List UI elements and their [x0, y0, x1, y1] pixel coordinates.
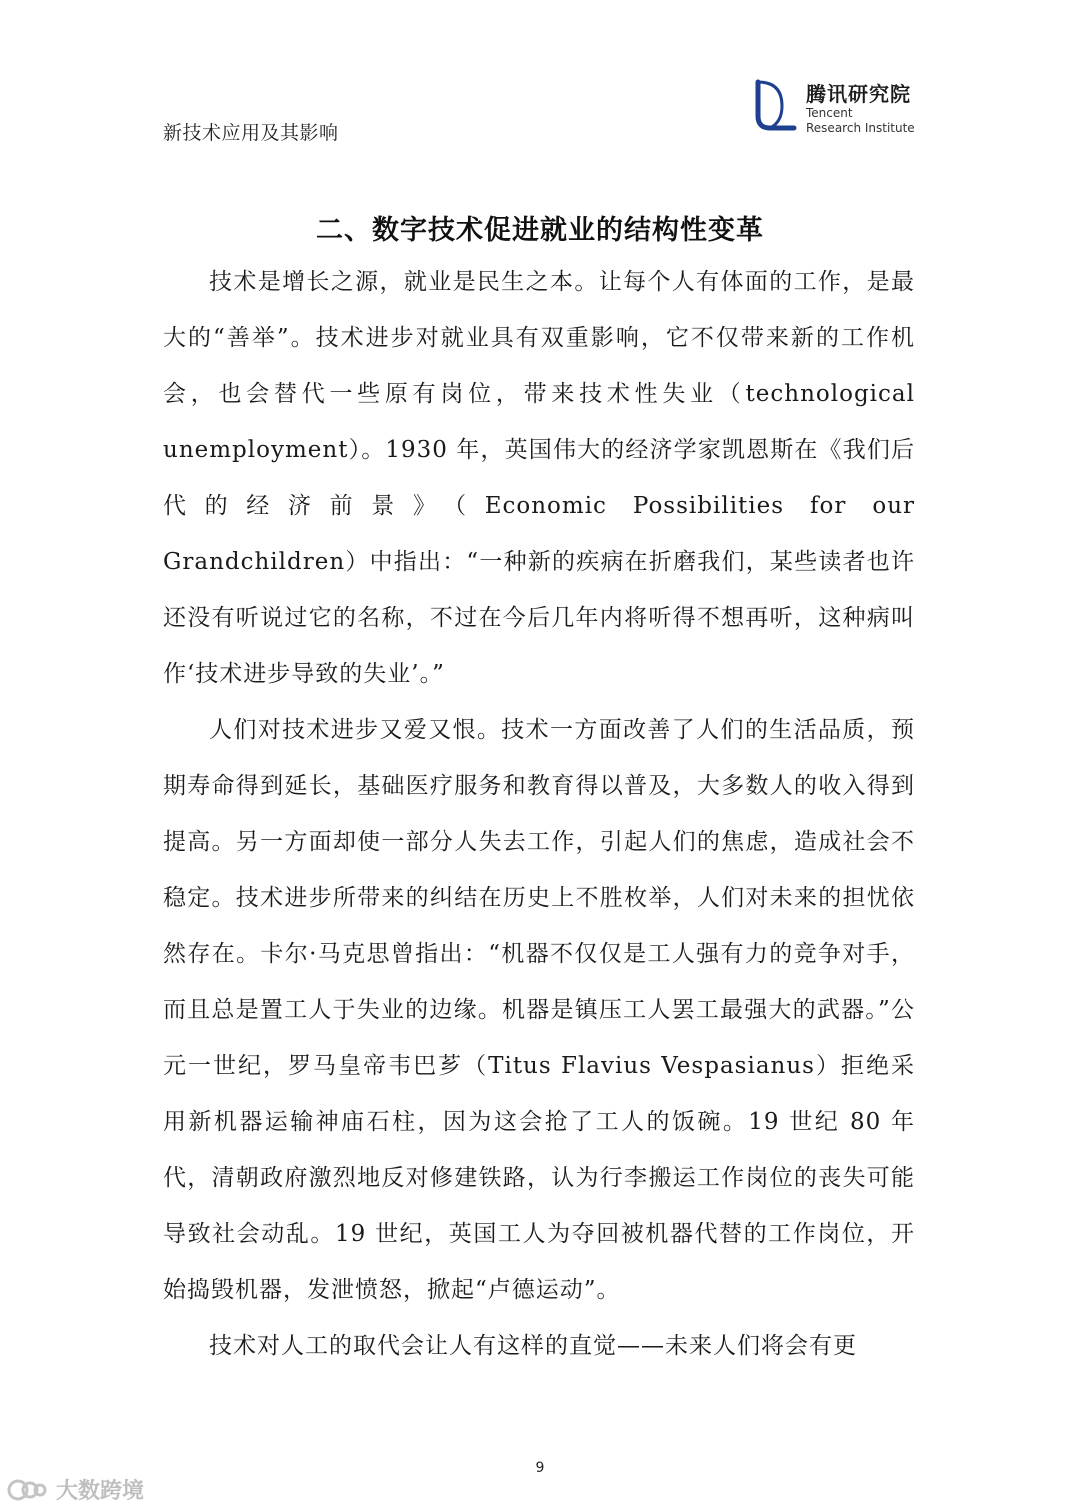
logo-mark-icon — [748, 76, 800, 136]
logo-name-en-line1: Tencent — [806, 106, 853, 120]
watermark — [6, 1474, 144, 1505]
tencent-research-institute-logo — [748, 76, 928, 138]
section-title: 二、数字技术促进就业的结构性变革 — [316, 215, 764, 247]
logo-name-cn: 腾讯研究院 — [806, 82, 911, 106]
watermark-logo-icon — [6, 1475, 50, 1505]
running-header-title: 新技术应用及其影响 — [163, 122, 339, 144]
body-paragraph-3: 技术对人工的取代会让人有这样的直觉——未来人们将会有更 — [209, 1333, 857, 1359]
watermark-text: 大数跨境 — [56, 1479, 145, 1504]
body-paragraph-2: 人们对技术进步又爱又恨。技术一方面改善了人们的生活品质，预期寿命得到延长，基础医疗服务和教育得以普及，大多数人的收入得到提高。另一方面却使一部分人失去工作，引起人们的焦虑，造成社会不稳定。技术进步所带来的纠结在历史上不胜枚举，人们对未来的担忧依然存在。卡尔·马克思曾指出：“机器不仅仅是工人强有力的竞争对手，而且总是置工人于失业的边缘。机器是镇压工人罢工最强大的武器。”公元一世纪，罗马皇帝韦巴芗（Titus Flavius Vespasianus）拒绝采用新机器运输神庙石柱，因为这会抢了工人的饭碗。19 世纪 80 年代，清朝政府激烈地反对修建铁路，认为行李搬运工作岗位的丧失可能导致社会动乱。19 世纪，英国工人为夺回被机器代替的工作岗位，开始捣毁机器，发泄愤怒，掀起“卢德运动”。 — [163, 717, 915, 1303]
logo-name-en-line2: Research Institute — [806, 121, 915, 135]
page-number: 9 — [535, 1460, 545, 1476]
body-paragraph-1: 技术是增长之源，就业是民生之本。让每个人有体面的工作，是最大的“善举”。技术进步对就业具有双重影响，它不仅带来新的工作机会，也会替代一些原有岗位，带来技术性失业（technological unemployment）。1930 年，英国伟大的经济学家凯恩斯在《我们后代的经济前景》（Economic Possibilities for our Grandchildren）中指出：“一种新的疾病在折磨我们，某些读者也许还没有听说过它的名称，不过在今后几年内将听得不想再听，这种病叫作‘技术进步导致的失业’。” — [163, 269, 915, 687]
